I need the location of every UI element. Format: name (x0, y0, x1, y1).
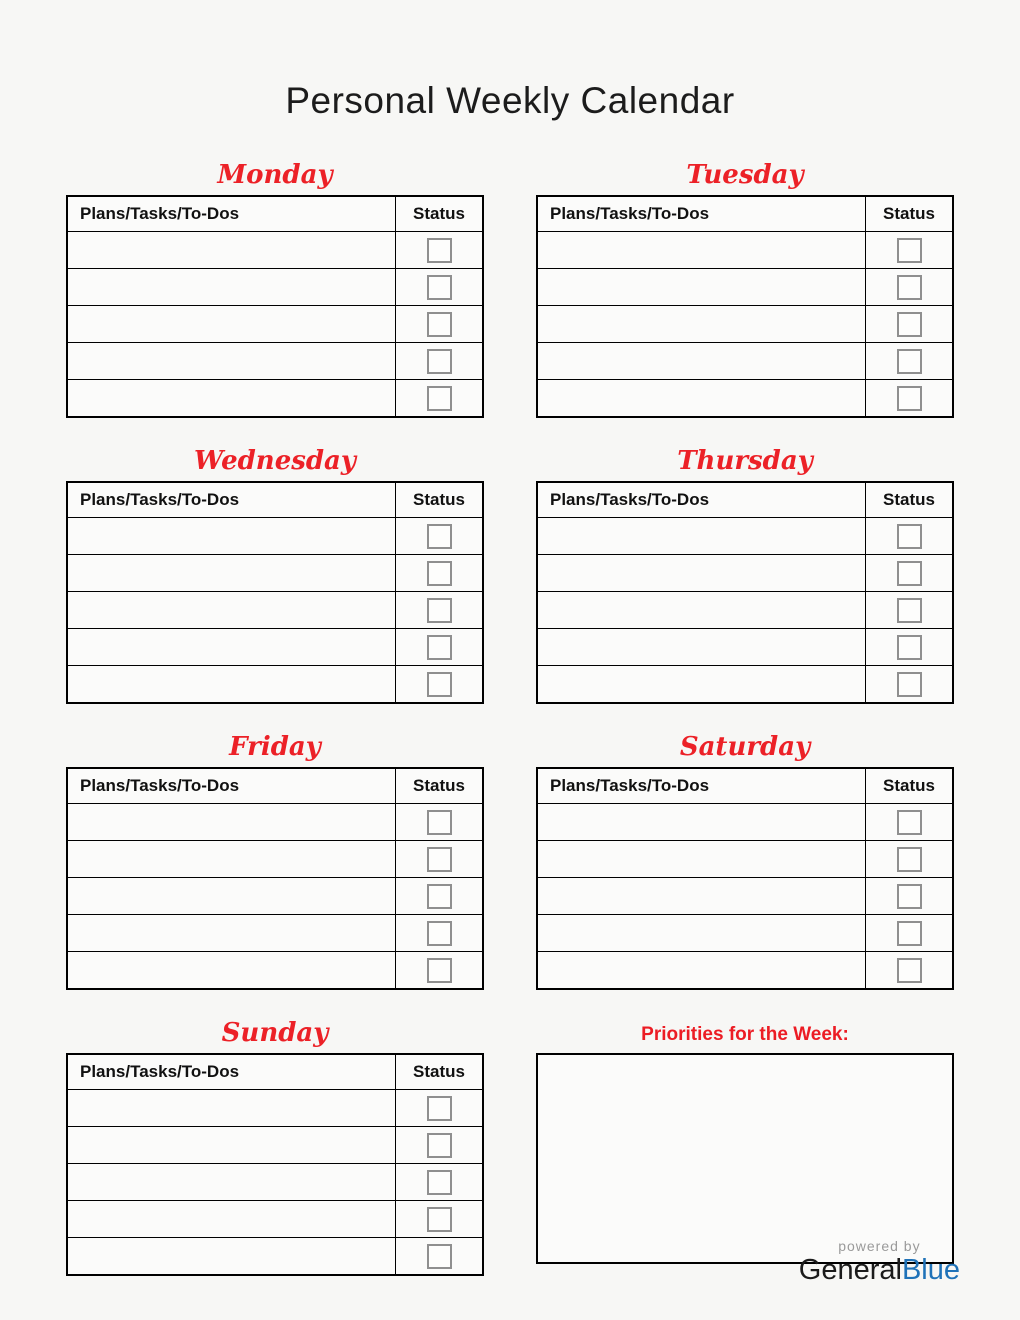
plans-cell[interactable] (537, 878, 866, 915)
status-cell (866, 592, 954, 629)
plans-cell[interactable] (67, 804, 396, 841)
status-checkbox[interactable] (897, 847, 922, 872)
task-row (67, 232, 483, 269)
plans-header-cell: Plans/Tasks/To-Dos (67, 768, 396, 804)
task-row (67, 666, 483, 704)
status-checkbox[interactable] (897, 524, 922, 549)
plans-cell[interactable] (537, 629, 866, 666)
day-heading: Thursday (677, 446, 813, 476)
task-row (537, 952, 953, 990)
day-section (66, 732, 484, 990)
plans-cell[interactable] (537, 592, 866, 629)
plans-cell[interactable] (537, 343, 866, 380)
plans-cell[interactable] (537, 952, 866, 990)
status-checkbox[interactable] (897, 810, 922, 835)
task-row (67, 555, 483, 592)
task-row (537, 555, 953, 592)
status-cell (396, 555, 484, 592)
status-cell (396, 915, 484, 952)
day-section (66, 446, 484, 704)
plans-cell[interactable] (537, 380, 866, 418)
status-checkbox[interactable] (897, 312, 922, 337)
plans-table (66, 481, 484, 704)
status-checkbox[interactable] (897, 598, 922, 623)
status-cell (396, 1201, 484, 1238)
brand-general: General (798, 1254, 902, 1287)
weekly-grid (66, 160, 954, 1276)
plans-header-cell: Plans/Tasks/To-Dos (67, 1054, 396, 1090)
status-header-cell: Status (396, 482, 484, 518)
task-row (67, 1164, 483, 1201)
status-cell (866, 518, 954, 555)
plans-cell[interactable] (67, 380, 396, 418)
status-cell (396, 952, 484, 990)
status-cell (396, 380, 484, 418)
status-cell (866, 666, 954, 704)
status-header-cell: Status (396, 1054, 484, 1090)
plans-header-cell: Plans/Tasks/To-Dos (67, 196, 396, 232)
day-heading: Friday (229, 732, 321, 762)
table-header-row (67, 1054, 483, 1090)
plans-cell[interactable] (67, 666, 396, 704)
plans-cell[interactable] (67, 1201, 396, 1238)
task-row (67, 343, 483, 380)
task-row (537, 804, 953, 841)
status-cell (396, 878, 484, 915)
task-row (537, 518, 953, 555)
task-row (537, 269, 953, 306)
plans-header-cell: Plans/Tasks/To-Dos (67, 482, 396, 518)
status-checkbox[interactable] (427, 1170, 452, 1195)
plans-cell[interactable] (67, 306, 396, 343)
task-row (537, 878, 953, 915)
status-checkbox[interactable] (897, 238, 922, 263)
status-cell (866, 629, 954, 666)
plans-header-cell: Plans/Tasks/To-Dos (537, 768, 866, 804)
plans-table (536, 767, 954, 990)
status-checkbox[interactable] (427, 312, 452, 337)
status-checkbox[interactable] (427, 524, 452, 549)
task-row (67, 1090, 483, 1127)
task-row (537, 592, 953, 629)
brand-wordmark (799, 1255, 960, 1287)
plans-cell[interactable] (67, 518, 396, 555)
task-row (67, 952, 483, 990)
plans-cell[interactable] (67, 232, 396, 269)
table-header-row (537, 196, 953, 232)
status-checkbox[interactable] (897, 672, 922, 697)
plans-cell[interactable] (537, 841, 866, 878)
day-section (66, 160, 484, 418)
day-heading: Monday (217, 160, 333, 190)
status-cell (396, 343, 484, 380)
status-cell (396, 1127, 484, 1164)
day-section (536, 732, 954, 990)
status-checkbox[interactable] (427, 1207, 452, 1232)
task-row (67, 1201, 483, 1238)
status-header-cell: Status (866, 768, 954, 804)
plans-cell[interactable] (537, 518, 866, 555)
status-cell (866, 952, 954, 990)
plans-cell[interactable] (537, 269, 866, 306)
plans-cell[interactable] (67, 952, 396, 990)
task-row (67, 915, 483, 952)
task-row (537, 232, 953, 269)
plans-cell[interactable] (67, 915, 396, 952)
status-cell (396, 518, 484, 555)
status-cell (396, 666, 484, 704)
plans-cell[interactable] (67, 629, 396, 666)
plans-cell[interactable] (67, 878, 396, 915)
day-heading: Saturday (679, 732, 811, 762)
plans-header-cell: Plans/Tasks/To-Dos (537, 482, 866, 518)
status-checkbox[interactable] (427, 921, 452, 946)
plans-cell[interactable] (537, 232, 866, 269)
plans-cell[interactable] (67, 1238, 396, 1276)
status-header-cell: Status (396, 196, 484, 232)
powered-by-label: powered by (838, 1238, 921, 1255)
plans-cell[interactable] (67, 1090, 396, 1127)
status-cell (866, 306, 954, 343)
plans-cell[interactable] (537, 915, 866, 952)
task-row (537, 380, 953, 418)
page-title: Personal Weekly Calendar (285, 80, 735, 121)
day-heading: Tuesday (686, 160, 804, 190)
task-row (537, 306, 953, 343)
status-checkbox[interactable] (427, 275, 452, 300)
priorities-box[interactable] (536, 1053, 954, 1264)
table-header-row (537, 768, 953, 804)
status-checkbox[interactable] (427, 810, 452, 835)
task-row (537, 629, 953, 666)
plans-cell[interactable] (67, 343, 396, 380)
status-checkbox[interactable] (427, 1133, 452, 1158)
day-heading: Sunday (221, 1018, 329, 1048)
status-cell (866, 804, 954, 841)
table-header-row (537, 482, 953, 518)
status-checkbox[interactable] (427, 349, 452, 374)
status-checkbox[interactable] (427, 1244, 452, 1269)
day-heading: Wednesday (193, 446, 357, 476)
status-checkbox[interactable] (897, 958, 922, 983)
status-cell (866, 343, 954, 380)
status-checkbox[interactable] (427, 386, 452, 411)
task-row (537, 915, 953, 952)
status-checkbox[interactable] (427, 635, 452, 660)
task-row (67, 629, 483, 666)
status-checkbox[interactable] (427, 672, 452, 697)
plans-cell[interactable] (537, 666, 866, 704)
status-cell (866, 380, 954, 418)
plans-cell[interactable] (67, 269, 396, 306)
brand-logo (799, 1238, 960, 1287)
plans-cell[interactable] (67, 592, 396, 629)
status-cell (396, 592, 484, 629)
day-section (536, 446, 954, 704)
status-cell (396, 232, 484, 269)
task-row (67, 518, 483, 555)
status-cell (396, 1238, 484, 1276)
task-row (67, 804, 483, 841)
plans-table (66, 767, 484, 990)
status-cell (866, 915, 954, 952)
plans-table (536, 195, 954, 418)
plans-cell[interactable] (67, 1164, 396, 1201)
priorities-heading: Priorities for the Week: (641, 1024, 849, 1045)
status-checkbox[interactable] (897, 921, 922, 946)
status-header-cell: Status (866, 482, 954, 518)
status-cell (866, 878, 954, 915)
day-section (536, 160, 954, 418)
plans-cell[interactable] (67, 555, 396, 592)
day-section (66, 1018, 484, 1276)
task-row (67, 269, 483, 306)
status-cell (396, 629, 484, 666)
status-checkbox[interactable] (427, 238, 452, 263)
status-cell (866, 269, 954, 306)
status-header-cell: Status (866, 196, 954, 232)
status-checkbox[interactable] (897, 386, 922, 411)
brand-blue: Blue (901, 1254, 960, 1287)
task-row (67, 878, 483, 915)
status-cell (396, 804, 484, 841)
status-cell (396, 841, 484, 878)
status-checkbox[interactable] (897, 635, 922, 660)
table-header-row (67, 768, 483, 804)
status-cell (866, 232, 954, 269)
task-row (537, 841, 953, 878)
task-row (67, 1127, 483, 1164)
status-header-cell: Status (396, 768, 484, 804)
status-cell (866, 841, 954, 878)
status-cell (396, 1164, 484, 1201)
plans-cell[interactable] (67, 1127, 396, 1164)
table-header-row (67, 196, 483, 232)
status-checkbox[interactable] (897, 884, 922, 909)
table-header-row (67, 482, 483, 518)
status-cell (396, 269, 484, 306)
plans-header-cell: Plans/Tasks/To-Dos (537, 196, 866, 232)
status-cell (396, 306, 484, 343)
status-checkbox[interactable] (427, 958, 452, 983)
status-checkbox[interactable] (897, 275, 922, 300)
task-row (537, 343, 953, 380)
status-checkbox[interactable] (897, 349, 922, 374)
plans-table (66, 195, 484, 418)
task-row (67, 380, 483, 418)
task-row (67, 1238, 483, 1276)
status-cell (866, 555, 954, 592)
status-checkbox[interactable] (427, 561, 452, 586)
status-checkbox[interactable] (427, 1096, 452, 1121)
task-row (67, 306, 483, 343)
status-checkbox[interactable] (427, 884, 452, 909)
plans-cell[interactable] (67, 841, 396, 878)
status-checkbox[interactable] (427, 847, 452, 872)
plans-cell[interactable] (537, 804, 866, 841)
plans-table (66, 1053, 484, 1276)
task-row (67, 841, 483, 878)
status-checkbox[interactable] (897, 561, 922, 586)
task-row (537, 666, 953, 704)
status-cell (396, 1090, 484, 1127)
plans-cell[interactable] (537, 306, 866, 343)
status-checkbox[interactable] (427, 598, 452, 623)
plans-cell[interactable] (537, 555, 866, 592)
plans-table (536, 481, 954, 704)
task-row (67, 592, 483, 629)
